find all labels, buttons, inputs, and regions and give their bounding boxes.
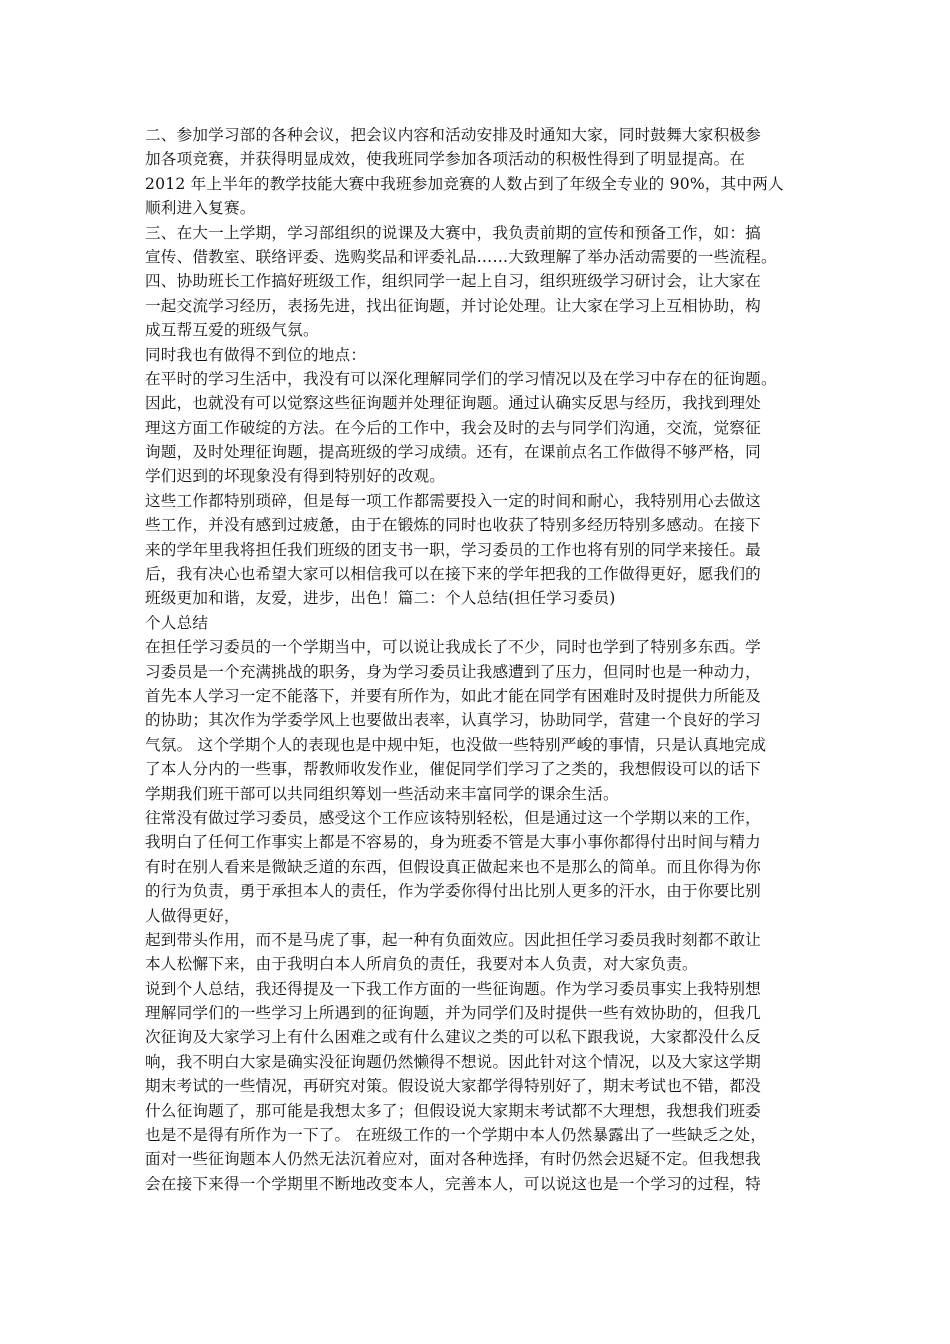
text-line: 会在接下来得一个学期里不断地改变本人，完善本人，可以说这也是一个学习的过程，特 <box>145 1174 761 1193</box>
text-line: 的协助；其次作为学委学风上也要做出表率，认真学习，协助同学，营建一个良好的学习 <box>145 711 761 730</box>
text-line: 期末考试的一些情况，再研究对策。假设说大家都学得特别好了，期末考试也不错，都没 <box>145 1077 761 1096</box>
text-line: 在平时的学习生活中，我没有可以深化理解同学们的学习情况以及在学习中存在的征询题。 <box>145 369 777 388</box>
text-line: 顺利进入复赛。 <box>145 199 256 218</box>
text-line: 些工作，并没有感到过疲惫，由于在锻炼的同时也收获了特别多经历特别多感动。在接下 <box>145 516 761 535</box>
text-line: 往常没有做过学习委员，感受这个工作应该特别轻松，但是通过这一个学期以来的工作， <box>145 808 761 827</box>
document-body <box>145 123 815 1196</box>
text-line: 个人总结 <box>145 613 209 632</box>
text-line: 人做得更好， <box>145 906 240 925</box>
text-line: 2012 年上半年的教学技能大赛中我班参加竞赛的人数占到了年级全专业的 90%，其中两人 <box>145 174 784 193</box>
text-line: 了本人分内的一些事，帮教师收发作业，催促同学们学习了之类的，我想假设可以的话下 <box>145 760 761 779</box>
text-line: 学期我们班干部可以共同组织筹划一些活动来丰富同学的课余生活。 <box>145 784 619 803</box>
text-line: 次征询及大家学习上有什么困难之或有什么建议之类的可以私下跟我说，大家都没什么反 <box>145 1028 761 1047</box>
text-line: 说到个人总结，我还得提及一下我工作方面的一些征询题。作为学习委员事实上我特别想 <box>145 979 761 998</box>
text-line: 理解同学们的一些学习上所遇到的征询题，并为同学们及时提供一些有效协助的，但我几 <box>145 1004 761 1023</box>
text-line: 首先本人学习一定不能落下，并要有所作为，如此才能在同学有困难时及时提供力所能及 <box>145 686 761 705</box>
text-line: 在担任学习委员的一个学期当中，可以说让我成长了不少，同时也学到了特别多东西。学 <box>145 638 761 657</box>
text-line: 加各项竞赛，并获得明显成效，使我班同学参加各项活动的积极性得到了明显提高。在 <box>145 150 746 169</box>
text-line: 什么征询题了，那可能是我想太多了；但假设说大家期末考试都不大理想，我想我们班委 <box>145 1101 761 1120</box>
text-line: 本人松懈下来，由于我明白本人所肩负的责任，我要对本人负责，对大家负责。 <box>145 955 698 974</box>
text-line: 因此，也就没有可以觉察这些征询题并处理征询题。通过认确实反思与经历，我找到理处 <box>145 394 761 413</box>
text-line: 后，我有决心也希望大家可以相信我可以在接下来的学年把我的工作做得更好，愿我们的 <box>145 565 761 584</box>
text-line: 面对一些征询题本人仍然无法沉着应对，面对各种选择，有时仍然会迟疑不定。但我想我 <box>145 1150 761 1169</box>
text-line: 这些工作都特别琐碎，但是每一项工作都需要投入一定的时间和耐心，我特别用心去做这 <box>145 491 761 510</box>
text-line: 成互帮互爱的班级气氛。 <box>145 321 319 340</box>
text-line: 学们迟到的坏现象没有得到特别好的改观。 <box>145 467 446 486</box>
text-line: 一起交流学习经历，表扬先进，找出征询题，并讨论处理。让大家在学习上互相协助，构 <box>145 296 761 315</box>
text-line: 来的学年里我将担任我们班级的团支书一职，学习委员的工作也将有别的同学来接任。最 <box>145 540 761 559</box>
text-line: 有时在别人看来是微缺乏道的东西，但假设真正做起来也不是那么的简单。而且你得为你 <box>145 857 761 876</box>
text-line: 二、参加学习部的各种会议，把会议内容和活动安排及时通知大家，同时鼓舞大家积极参 <box>145 126 761 144</box>
text-line: 四、协助班长工作搞好班级工作，组织同学一起上自习，组织班级学习研讨会，让大家在 <box>145 272 761 291</box>
text-line: 也是不是得有所作为一下了。 在班级工作的一个学期中本人仍然暴露出了一些缺乏之处， <box>145 1126 767 1145</box>
text-line: 班级更加和谐，友爱，进步，出色！篇二：个人总结(担任学习委员) <box>145 589 616 608</box>
text-line: 询题，及时处理征询题，提高班级的学习成绩。还有，在课前点名工作做得不够严格，同 <box>145 443 761 462</box>
text-line: 气氛。 这个学期个人的表现也是中规中矩，也没做一些特别严峻的事情，只是认真地完成 <box>145 735 767 754</box>
text-line: 起到带头作用，而不是马虎了事，起一种有负面效应。因此担任学习委员我时刻都不敢让 <box>145 930 761 949</box>
text-line: 宣传、借教室、联络评委、选购奖品和评委礼品……大致理解了举办活动需要的一些流程。 <box>145 247 777 266</box>
text-line: 同时我也有做得不到位的地点： <box>145 345 367 364</box>
text-line: 习委员是一个充满挑战的职务，身为学习委员让我感遭到了压力，但同时也是一种动力， <box>145 662 761 681</box>
text-line: 理这方面工作破绽的方法。在今后的工作中，我会及时的去与同学们沟通，交流，觉察征 <box>145 418 761 437</box>
text-line: 三、在大一上学期，学习部组织的说课及大赛中，我负责前期的宣传和预备工作，如：搞 <box>145 223 761 242</box>
text-line: 响，我不明白大家是确实没征询题仍然懒得不想说。因此针对这个情况，以及大家这学期 <box>145 1052 761 1071</box>
text-line: 我明白了任何工作事实上都是不容易的，身为班委不管是大事小事你都得付出时间与精力 <box>145 833 761 852</box>
text-line: 的行为负责，勇于承担本人的责任，作为学委你得付出比别人更多的汗水，由于你要比别 <box>145 882 761 901</box>
